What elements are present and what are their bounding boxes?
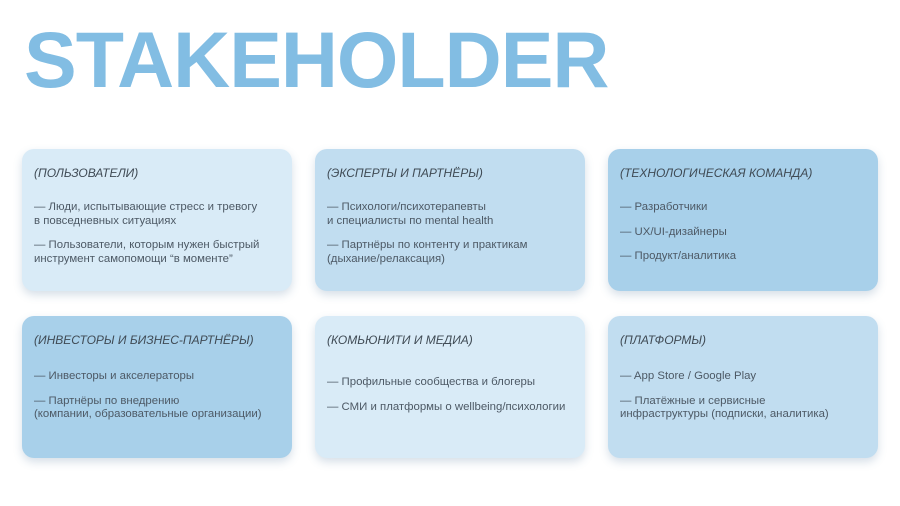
stakeholder-card-investors [22,316,292,458]
card-heading: (ТЕХНОЛОГИЧЕСКАЯ КОМАНДА) [620,166,813,180]
card-item: — Инвесторы и акселераторы [34,370,195,382]
card-heading: (ПЛАТФОРМЫ) [620,333,707,347]
card-item: — СМИ и платформы о wellbeing/психологии [327,400,566,413]
card-item-list [34,370,280,422]
card-item: — Профильные сообщества и блогеры [327,376,536,388]
card-item: — Партнёры по контенту и практикам (дыхание/релаксация) [327,239,528,265]
card-item-list [34,201,280,266]
card-item-list [620,201,866,264]
card-item: — Психологи/психотерапевты и специалисты по mental health [327,201,494,227]
card-heading: (ЭКСПЕРТЫ И ПАРТНЁРЫ) [327,166,483,180]
card-item: — UX/UI-дизайнеры [620,225,727,238]
card-heading: (КОМЬЮНИТИ И МЕДИА) [327,333,473,347]
card-item: — Пользователи, которым нужен быстрый инструмент самопомощи “в моменте” [34,239,260,265]
card-item-list [620,370,866,422]
card-item: — Продукт/аналитика [620,250,737,262]
stakeholder-card-community [315,316,585,458]
card-item-list [327,376,573,414]
page-title: STAKEHOLDER [24,15,609,104]
card-item: — App Store / Google Play [620,370,757,382]
card-item: — Партнёры по внедрению (компании, образовательные организации) [34,394,262,420]
card-item-list [327,201,573,266]
stakeholder-card-users [22,149,292,291]
card-heading: (ИНВЕСТОРЫ И БИЗНЕС-ПАРТНЁРЫ) [34,333,254,347]
stakeholder-card-platforms [608,316,878,458]
stakeholder-card-experts [315,149,585,291]
card-item: — Разработчики [620,201,708,213]
card-item: — Люди, испытывающие стресс и тревогу в повседневных ситуациях [34,201,258,227]
card-item: — Платёжные и сервисные инфраструктуры (подписки, аналитика) [620,394,829,420]
stakeholder-card-tech-team [608,149,878,291]
card-heading: (ПОЛЬЗОВАТЕЛИ) [34,166,139,180]
